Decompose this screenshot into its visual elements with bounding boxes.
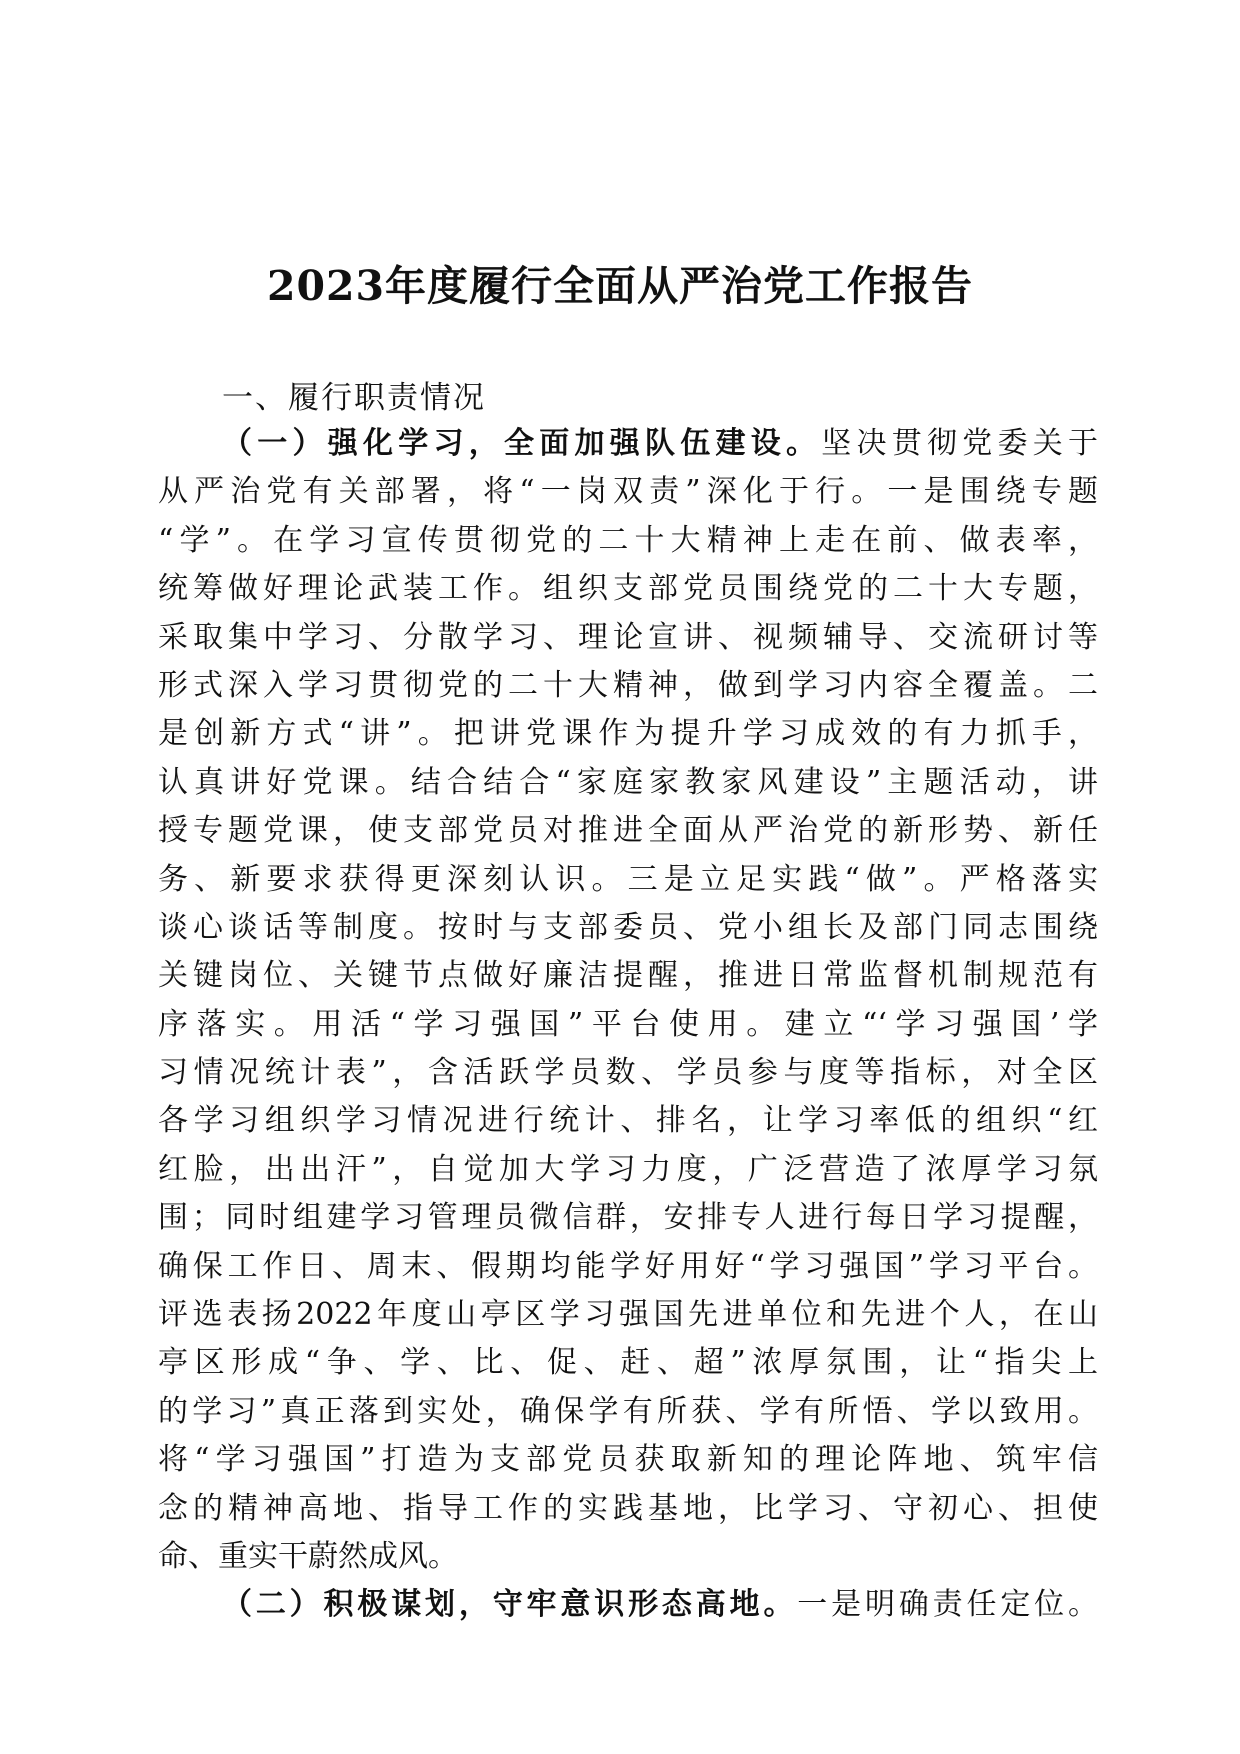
paragraph-lead: （二）积极谋划，守牢意识形态高地。: [222, 1587, 798, 1623]
paragraph-line: 将“学习强国”打造为支部党员获取新知的理论阵地、筑牢信: [158, 1442, 1098, 1478]
paragraph-line: 命、重实干蔚然成风。: [158, 1538, 458, 1574]
paragraph-line: 围；同时组建学习管理员微信群，安排专人进行每日学习提醒，: [158, 1200, 1098, 1236]
paragraph-line: 红脸，出出汗”，自觉加大学习力度，广泛营造了浓厚学习氛: [158, 1151, 1098, 1187]
paragraph-line: 确保工作日、周末、假期均能学好用好“学习强国”学习平台。: [158, 1248, 1098, 1284]
paragraph-line: 评选表扬2022年度山亭区学习强国先进单位和先进个人，在山: [158, 1297, 1098, 1333]
paragraph-text: 坚决贯彻党委关于: [821, 426, 1098, 461]
paragraph-line: 关键岗位、关键节点做好廉洁提醒，推进日常监督机制规范有: [158, 958, 1098, 994]
body-text: [158, 420, 1098, 1630]
paragraph-line: 统筹做好理论武装工作。组织支部党员围绕党的二十大专题，: [158, 571, 1098, 607]
paragraph-line: 习情况统计表”，含活跃学员数、学员参与度等指标，对全区: [158, 1055, 1098, 1091]
paragraph-line: 采取集中学习、分散学习、理论宣讲、视频辅导、交流研讨等: [158, 619, 1098, 655]
paragraph-line: 各学习组织学习情况进行统计、排名，让学习率低的组织“红: [158, 1103, 1098, 1139]
paragraph-line: 的学习”真正落到实处，确保学有所获、学有所悟、学以致用。: [158, 1393, 1098, 1429]
paragraph-line: 认真讲好党课。结合结合“家庭家教家风建设”主题活动，讲: [158, 764, 1098, 800]
paragraph-line: 谈心谈话等制度。按时与支部委员、党小组长及部门同志围绕: [158, 909, 1098, 945]
paragraph-text: 一是明确责任定位。: [797, 1587, 1099, 1623]
paragraph-line: 亭区形成“争、学、比、促、赶、超”浓厚氛围，让“指尖上: [158, 1345, 1098, 1381]
paragraph-line: 务、新要求获得更深刻认识。三是立足实践“做”。严格落实: [158, 861, 1098, 897]
paragraph-line: [158, 420, 1098, 468]
paragraph-lead: （一）强化学习，全面加强队伍建设。: [222, 426, 822, 461]
paragraph-line: 形式深入学习贯彻党的二十大精神，做到学习内容全覆盖。二: [158, 667, 1098, 703]
paragraph-line: 从严治党有关部署，将“一岗双责”深化于行。一是围绕专题: [158, 474, 1098, 510]
paragraph-line: 授专题党课，使支部党员对推进全面从严治党的新形势、新任: [158, 813, 1098, 849]
paragraph-line: 是创新方式“讲”。把讲党课作为提升学习成效的有力抓手，: [158, 716, 1098, 752]
paragraph-line: 序落实。用活“学习强国”平台使用。建立“‘学习强国’学: [158, 1006, 1098, 1042]
document-title: 2023年度履行全面从严治党工作报告: [266, 262, 974, 310]
paragraph-line: 念的精神高地、指导工作的实践基地，比学习、守初心、担使: [158, 1490, 1098, 1526]
section-heading: 一、履行职责情况: [222, 380, 486, 416]
paragraph-line: [158, 1581, 1098, 1629]
paragraph-line: “学”。在学习宣传贯彻党的二十大精神上走在前、做表率，: [158, 522, 1098, 558]
